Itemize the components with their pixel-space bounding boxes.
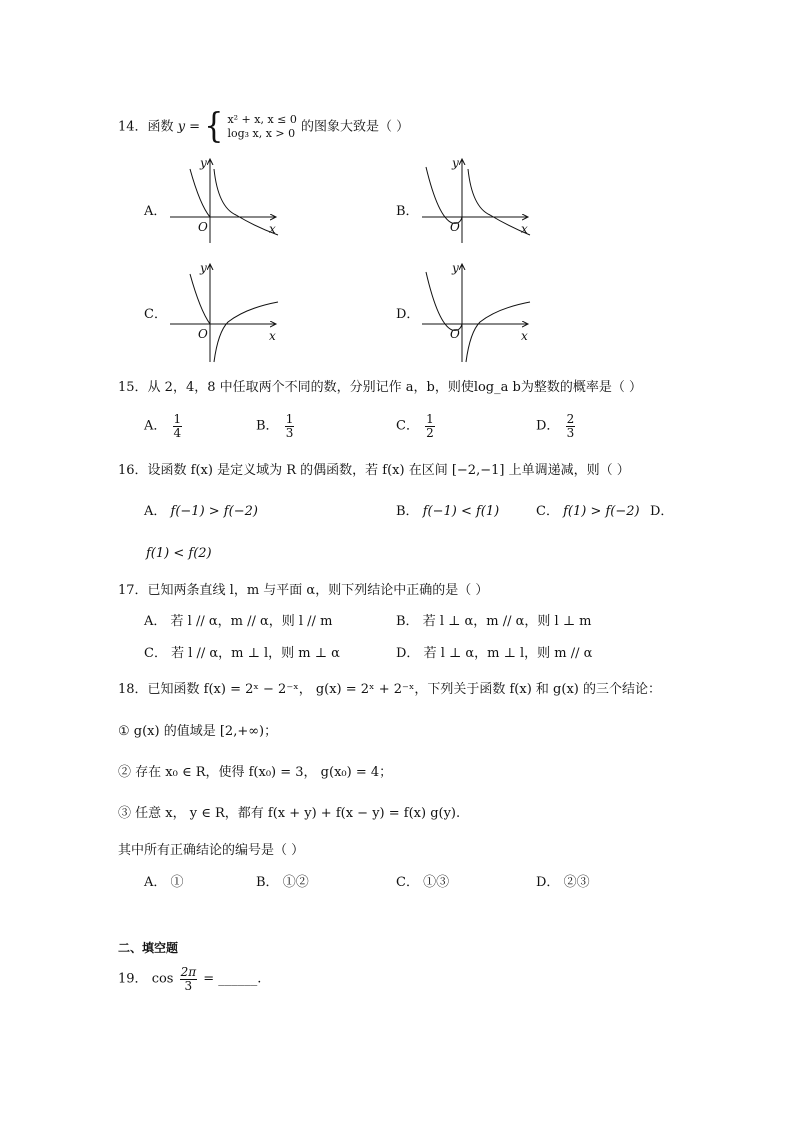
q15-option-d[interactable] [536,413,577,439]
q14-graph-c [166,260,281,365]
q16-option-b[interactable] [396,505,499,518]
q15-option-c[interactable] [396,413,437,439]
q14-piece-1: x² + x, x ≤ 0 [227,113,297,127]
option-key: D． [396,646,420,661]
option-fraction: $\frac{2}{3}$ [566,412,575,440]
q16-stem: 16．设函数 f(x) 是定义域为 R 的偶函数，若 f(x) 在区间 [−2,−1] 上单调递减，则（ ） [118,463,630,478]
curve-left [190,274,210,324]
q19-prefix: 19． [118,971,148,987]
option-text: ①② [282,875,309,890]
q19-answer-blank[interactable]: = ______. [203,971,262,987]
x-label: x [521,329,528,343]
q18-option-b[interactable] [256,876,309,889]
q18-stem: 18．已知函数 f(x) = 2ˣ − 2⁻ˣ， g(x) = 2ˣ + 2⁻ˣ，下列关于函数 f(x) 和 g(x) 的三个结论： [118,682,661,697]
q14-stem [118,106,410,147]
q18-conclusion-2: ② 存在 x₀ ∈ R，使得 f(x₀) = 3， g(x₀) = 4； [118,765,393,780]
q15-option-a[interactable] [144,413,184,439]
q17-stem: 17．已知两条直线 l，m 与平面 α，则下列结论中正确的是（ ） [118,583,489,598]
q18-option-c[interactable] [396,876,449,889]
q16-option-a[interactable] [144,505,258,518]
q17-option-b[interactable] [396,615,592,628]
curve-left [426,167,462,223]
curve-left [426,272,462,330]
option-key: C． [396,875,419,890]
option-key: C． [396,418,419,434]
option-key: B． [396,614,419,629]
q15-option-b[interactable] [256,413,296,439]
q17-option-a[interactable] [144,615,332,628]
q14-option-a-key[interactable]: A． [144,204,167,219]
x-label: x [269,222,276,236]
option-text: 若 l // α，m // α，则 l // m [170,614,333,629]
option-text: f(−1) < f(1) [422,504,500,519]
q14-graph-b [418,155,533,245]
option-key: C． [144,646,167,661]
option-key: B． [256,418,279,434]
option-text: 若 l ⊥ α，m ⊥ l，则 m // α [423,646,593,661]
y-label: y [200,156,207,170]
option-key: A． [144,418,167,434]
q14-option-b-key[interactable]: B． [396,204,419,219]
option-key: B． [396,504,419,519]
option-fraction: $\frac{1}{3}$ [285,412,294,440]
q14-stem-suffix: 的图象大致是（ ） [301,119,410,135]
option-text: f(−1) > f(−2) [170,504,258,519]
section-title-fill-blank: 二、填空题 [118,941,179,955]
q16-option-c[interactable] [536,505,640,518]
option-key: A． [144,614,167,629]
q17-option-c[interactable] [144,647,340,660]
option-text: 若 l ⊥ α，m // α，则 l ⊥ m [422,614,592,629]
option-key: D． [536,418,560,434]
q16-option-d-key[interactable]: D． [650,504,674,519]
option-fraction: $\frac{1}{4}$ [173,412,182,440]
option-text: ②③ [563,875,590,890]
y-label: y [452,156,459,170]
q18-conclusion-1: ① g(x) 的值域是 [2,+∞)； [118,724,278,739]
x-label: x [269,329,276,343]
q19-fraction: $\frac{2\pi}{3}$ [180,965,197,993]
q18-option-d[interactable] [536,876,590,889]
origin-label: O [450,220,460,234]
q14-brace: { [204,106,224,147]
q18-ask: 其中所有正确结论的编号是（ ） [118,843,305,858]
q19-cos: cos [151,971,174,987]
origin-label: O [198,220,208,234]
option-text: ① [170,875,184,890]
q14-graph-d [418,260,533,365]
option-key: A． [144,875,167,890]
q14-graph-a [166,155,281,245]
origin-label: O [198,327,208,341]
curve-left [190,169,210,217]
q18-conclusion-3: ③ 任意 x， y ∈ R，都有 f(x + y) + f(x − y) = f(x) g(y). [118,806,461,821]
option-key: C． [536,504,559,519]
q18-option-a[interactable] [144,876,184,889]
option-key: A． [144,504,167,519]
q14-piece-2: log₃ x, x > 0 [227,127,296,140]
option-text: 若 l // α，m ⊥ l，则 m ⊥ α [171,646,340,661]
q14-piecewise [227,113,296,141]
q15-stem: 15．从 2，4，8 中任取两个不同的数，分别记作 a，b，则使log_a b为整数的概率是（ ） [118,380,642,395]
option-fraction: $\frac{1}{2}$ [426,412,434,440]
option-text: f(1) > f(−2) [563,504,640,519]
origin-label: O [450,327,460,341]
q14-option-d-key[interactable]: D． [396,307,420,322]
option-key: D． [536,875,560,890]
x-label: x [521,222,528,236]
q14-option-c-key[interactable]: C． [144,307,167,322]
y-label: y [452,261,459,275]
q19 [118,966,261,992]
option-text: ①③ [423,875,450,890]
q17-option-d[interactable] [396,647,592,660]
q14-stem-prefix: 14．函数 [118,119,174,135]
q14-y-eq: y = [177,119,201,135]
q16-option-d-text[interactable]: f(1) < f(2) [146,546,212,561]
option-key: B． [256,875,279,890]
y-label: y [200,261,207,275]
